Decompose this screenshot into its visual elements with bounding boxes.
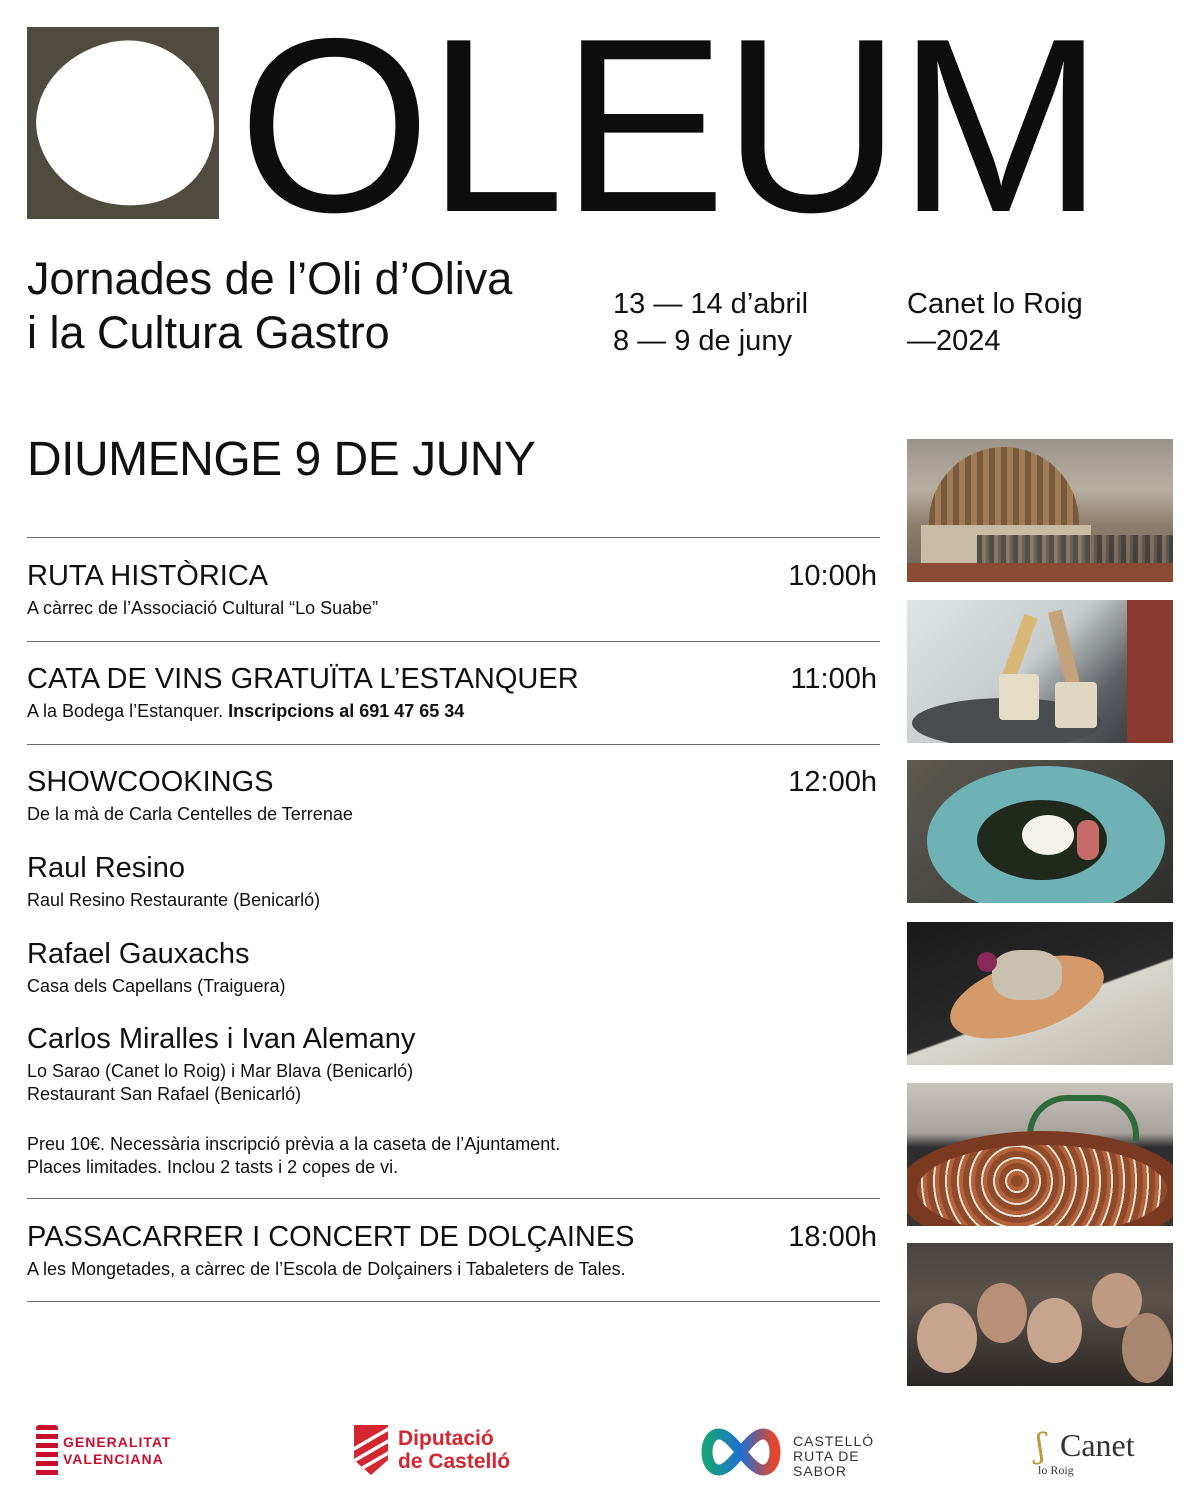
event-time-ruta: 10:00h bbox=[788, 560, 877, 592]
place-line-2: —2024 bbox=[907, 325, 1001, 357]
photo-wine-tasting bbox=[907, 600, 1173, 743]
divider bbox=[27, 744, 880, 745]
photo-plated-dish bbox=[907, 922, 1173, 1065]
event-title-passacarrer: PASSACARRER I CONCERT DE DOLÇAINES bbox=[27, 1221, 635, 1253]
cata-location: A la Bodega l’Estanquer. bbox=[27, 701, 224, 721]
divider bbox=[27, 1198, 880, 1199]
chef-restaurant: Raul Resino Restaurante (Benicarló) bbox=[27, 890, 321, 910]
diputacio-shield-icon bbox=[354, 1425, 388, 1475]
event-desc-showcooking: De la mà de Carla Centelles de Terrenae bbox=[27, 804, 353, 824]
dates-line-2: 8 — 9 de juny bbox=[613, 325, 792, 357]
castello-ruta-de-sabor-text: CASTELLÓ RUTA DE SABOR bbox=[793, 1433, 875, 1479]
chef-restaurant: Casa dels Capellans (Traiguera) bbox=[27, 976, 286, 996]
event-time-showcooking: 12:00h bbox=[788, 766, 877, 798]
place-line-1: Canet lo Roig bbox=[907, 288, 1083, 320]
photo-dolcaina-band bbox=[907, 1243, 1173, 1386]
oleum-logo-mark bbox=[27, 27, 219, 219]
chef-name: Rafael Gauxachs bbox=[27, 938, 250, 970]
event-desc-cata bbox=[27, 700, 464, 723]
photo-paella bbox=[907, 1083, 1173, 1226]
subtitle-line-1: Jornades de l’Oli d’Oliva bbox=[27, 253, 513, 304]
event-place bbox=[907, 286, 1083, 360]
event-desc-passacarrer: A les Mongetades, a càrrec de l’Escola de Dolçainers i Tabaleters de Tales. bbox=[27, 1259, 626, 1279]
event-subtitle bbox=[27, 252, 512, 360]
photo-burrata-dish bbox=[907, 760, 1173, 903]
event-desc-ruta: A càrrec de l’Associació Cultural “Lo Suabe” bbox=[27, 598, 379, 618]
olive-shape-icon bbox=[27, 27, 219, 219]
divider bbox=[27, 537, 880, 538]
chef-restaurant-2: Restaurant San Rafael (Benicarló) bbox=[27, 1084, 302, 1104]
photo-church-dome bbox=[907, 439, 1173, 582]
divider bbox=[27, 1301, 880, 1302]
event-dates bbox=[613, 286, 808, 360]
cata-phone: Inscripcions al 691 47 65 34 bbox=[228, 701, 465, 721]
generalitat-emblem-icon bbox=[36, 1425, 58, 1477]
event-time-passacarrer: 18:00h bbox=[788, 1221, 877, 1253]
event-time-cata: 11:00h bbox=[790, 663, 877, 695]
canet-logo-text: Canet bbox=[1060, 1427, 1135, 1463]
divider bbox=[27, 641, 880, 642]
places-note: Places limitades. Inclou 2 tasts i 2 copes de vi. bbox=[27, 1157, 399, 1177]
price-note: Preu 10€. Necessària inscripció prèvia a la caseta de l’Ajuntament. bbox=[27, 1134, 561, 1154]
chef-name: Raul Resino bbox=[27, 852, 185, 884]
event-title-ruta: RUTA HISTÒRICA bbox=[27, 560, 269, 592]
generalitat-logo-text: GENERALITAT VALENCIANA bbox=[63, 1434, 172, 1467]
canet-emblem-icon: ʃ bbox=[1036, 1426, 1046, 1466]
canet-logo-subtext: lo Roig bbox=[1038, 1463, 1074, 1477]
subtitle-line-2: i la Cultura Gastro bbox=[27, 307, 390, 358]
event-title-showcooking: SHOWCOOKINGS bbox=[27, 766, 274, 798]
day-title: DIUMENGE 9 DE JUNY bbox=[27, 433, 536, 486]
event-title-cata: CATA DE VINS GRATUÏTA L’ESTANQUER bbox=[27, 663, 579, 695]
brand-wordmark: OLEUM bbox=[238, 0, 1100, 264]
diputacio-logo-text: Diputació de Castelló bbox=[398, 1427, 511, 1473]
dates-line-1: 13 — 14 d’abril bbox=[613, 288, 809, 320]
chef-name: Carlos Miralles i Ivan Alemany bbox=[27, 1023, 416, 1055]
chef-restaurant: Lo Sarao (Canet lo Roig) i Mar Blava (Benicarló) bbox=[27, 1061, 414, 1081]
ruta-de-sabor-infinity-icon bbox=[699, 1428, 783, 1476]
